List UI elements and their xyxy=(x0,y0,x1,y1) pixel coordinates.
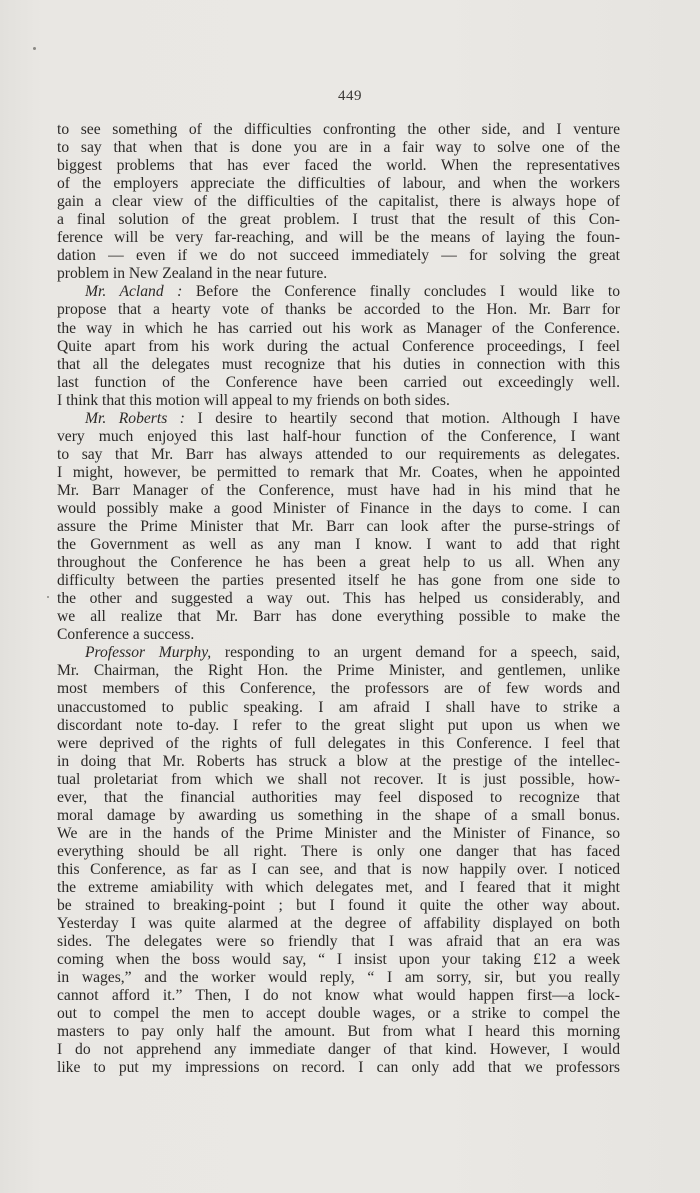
text-line: unaccustomed to public speaking. I am afraid I shall have to strike a xyxy=(57,698,620,716)
text-line: ference will be very far-reaching, and will be the means of laying the foun- xyxy=(57,229,620,247)
text-line: in doing that Mr. Roberts has struck a blow at the prestige of the intellec- xyxy=(57,752,620,770)
text-line: We are in the hands of the Prime Minister and the Minister of Finance, so xyxy=(57,824,620,842)
text-line: would possibly make a good Minister of Finance in the days to come. I can xyxy=(57,499,620,517)
text-line: of the employers appreciate the difficulties of labour, and when the workers xyxy=(57,175,620,193)
text-line: throughout the Conference he has been a great help to us all. When any xyxy=(57,554,620,572)
text-fragment: Before the Conference finally concludes I would like to xyxy=(182,283,620,301)
text-line: cannot afford it.” Then, I do not know what would happen first—a lock- xyxy=(57,987,620,1005)
text-line: this Conference, as far as I can see, and that is now happily over. I noticed xyxy=(57,860,620,878)
text-fragment: responding to an urgent demand for a speech, said, xyxy=(211,644,621,662)
text-line: were deprived of the rights of full delegates in this Conference. I feel that xyxy=(57,734,620,752)
text-line: to say that when that is done you are in a fair way to solve one of the xyxy=(57,139,620,157)
text-line: difficulty between the parties presented itself he has gone from one side to xyxy=(57,572,620,590)
text-line: assure the Prime Minister that Mr. Barr can look after the purse-strings of xyxy=(57,518,620,536)
page-number: 449 xyxy=(338,88,362,104)
text-line: the way in which he has carried out his work as Manager of the Conference. xyxy=(57,319,620,337)
text-line: the other and suggested a way out. This has helped us considerably, and xyxy=(57,590,620,608)
text-line: like to put my impressions on record. I can only add that we professors xyxy=(57,1059,620,1077)
paragraph xyxy=(57,283,620,409)
text-line: the Government as well as any man I know. I want to add that right xyxy=(57,536,620,554)
text-line: most members of this Conference, the professors are of few words and xyxy=(57,680,620,698)
text-line xyxy=(57,644,620,662)
text-line: tual proletariat from which we shall not recover. It is just possible, how- xyxy=(57,770,620,788)
text-line: I do not apprehend any immediate danger of that kind. However, I would xyxy=(57,1041,620,1059)
text-line: Mr. Chairman, the Right Hon. the Prime Minister, and gentlemen, unlike xyxy=(57,662,620,680)
text-line: out to compel the men to accept double wages, or a strike to compel the xyxy=(57,1005,620,1023)
paragraph xyxy=(57,644,620,1077)
text-line: discordant note to-day. I refer to the great slight put upon us when we xyxy=(57,716,620,734)
text-line: last function of the Conference have been carried out exceedingly well. xyxy=(57,373,620,391)
text-line xyxy=(57,283,620,301)
text-line: masters to pay only half the amount. But from what I heard this morning xyxy=(57,1023,620,1041)
text-line: Conference a success. xyxy=(57,626,195,644)
text-line: in wages,” and the worker would reply, “ I am sorry, sir, but you really xyxy=(57,969,620,987)
text-line xyxy=(57,410,620,428)
text-line: I think that this motion will appeal to my friends on both sides. xyxy=(57,391,450,409)
text-line: sides. The delegates were so friendly that I was afraid that an era was xyxy=(57,933,620,951)
text-line: propose that a hearty vote of thanks be accorded to the Hon. Mr. Barr for xyxy=(57,301,620,319)
text-line: very much enjoyed this last half-hour function of the Conference, I want xyxy=(57,427,620,445)
text-line: the extreme amiability with which delegates met, and I feared that it might xyxy=(57,878,620,896)
text-line: I might, however, be permitted to remark that Mr. Coates, when he appointed xyxy=(57,463,620,481)
text-line: Mr. Barr Manager of the Conference, must have had in his mind that he xyxy=(57,481,620,499)
speaker-name: Mr. Acland : xyxy=(85,283,183,301)
text-line: that all the delegates must recognize that his duties in connection with this xyxy=(57,355,620,373)
paper-speck xyxy=(33,47,36,50)
text-line: to see something of the difficulties confronting the other side, and I venture xyxy=(57,121,620,138)
text-line: moral damage by awarding us something in the shape of a small bonus. xyxy=(57,806,620,824)
body-text xyxy=(57,121,620,1077)
text-line: Yesterday I was quite alarmed at the degree of affability displayed on both xyxy=(57,915,620,933)
text-line: everything should be all right. There is only one danger that has faced xyxy=(57,842,620,860)
text-line: problem in New Zealand in the near future. xyxy=(57,265,328,283)
text-line: dation — even if we do not succeed immediately — for solving the great xyxy=(57,247,620,265)
text-fragment: I desire to heartily second that motion. Although I have xyxy=(185,409,620,427)
text-line: biggest problems that has ever faced the world. When the representatives xyxy=(57,157,620,175)
text-line: a final solution of the great problem. I trust that the result of this Con- xyxy=(57,211,620,229)
paragraph xyxy=(57,410,620,645)
text-line: Quite apart from his work during the actual Conference proceedings, I feel xyxy=(57,337,620,355)
text-line: gain a clear view of the difficulties of the capitalist, there is always hope of xyxy=(57,193,620,211)
text-line: we all realize that Mr. Barr has done everything possible to make the xyxy=(57,608,620,626)
paragraph xyxy=(57,121,620,283)
text-line: ever, that the financial authorities may feel disposed to recognize that xyxy=(57,788,620,806)
paper-speck xyxy=(47,596,49,598)
speaker-name: Mr. Roberts : xyxy=(85,409,186,427)
text-line: coming when the boss would say, “ I insist upon your taking £12 a week xyxy=(57,951,620,969)
speaker-name: Professor Murphy, xyxy=(85,644,212,662)
text-line: to say that Mr. Barr has always attended to our requirements as delegates. xyxy=(57,445,620,463)
text-line: be strained to breaking-point ; but I found it quite the other way about. xyxy=(57,897,620,915)
